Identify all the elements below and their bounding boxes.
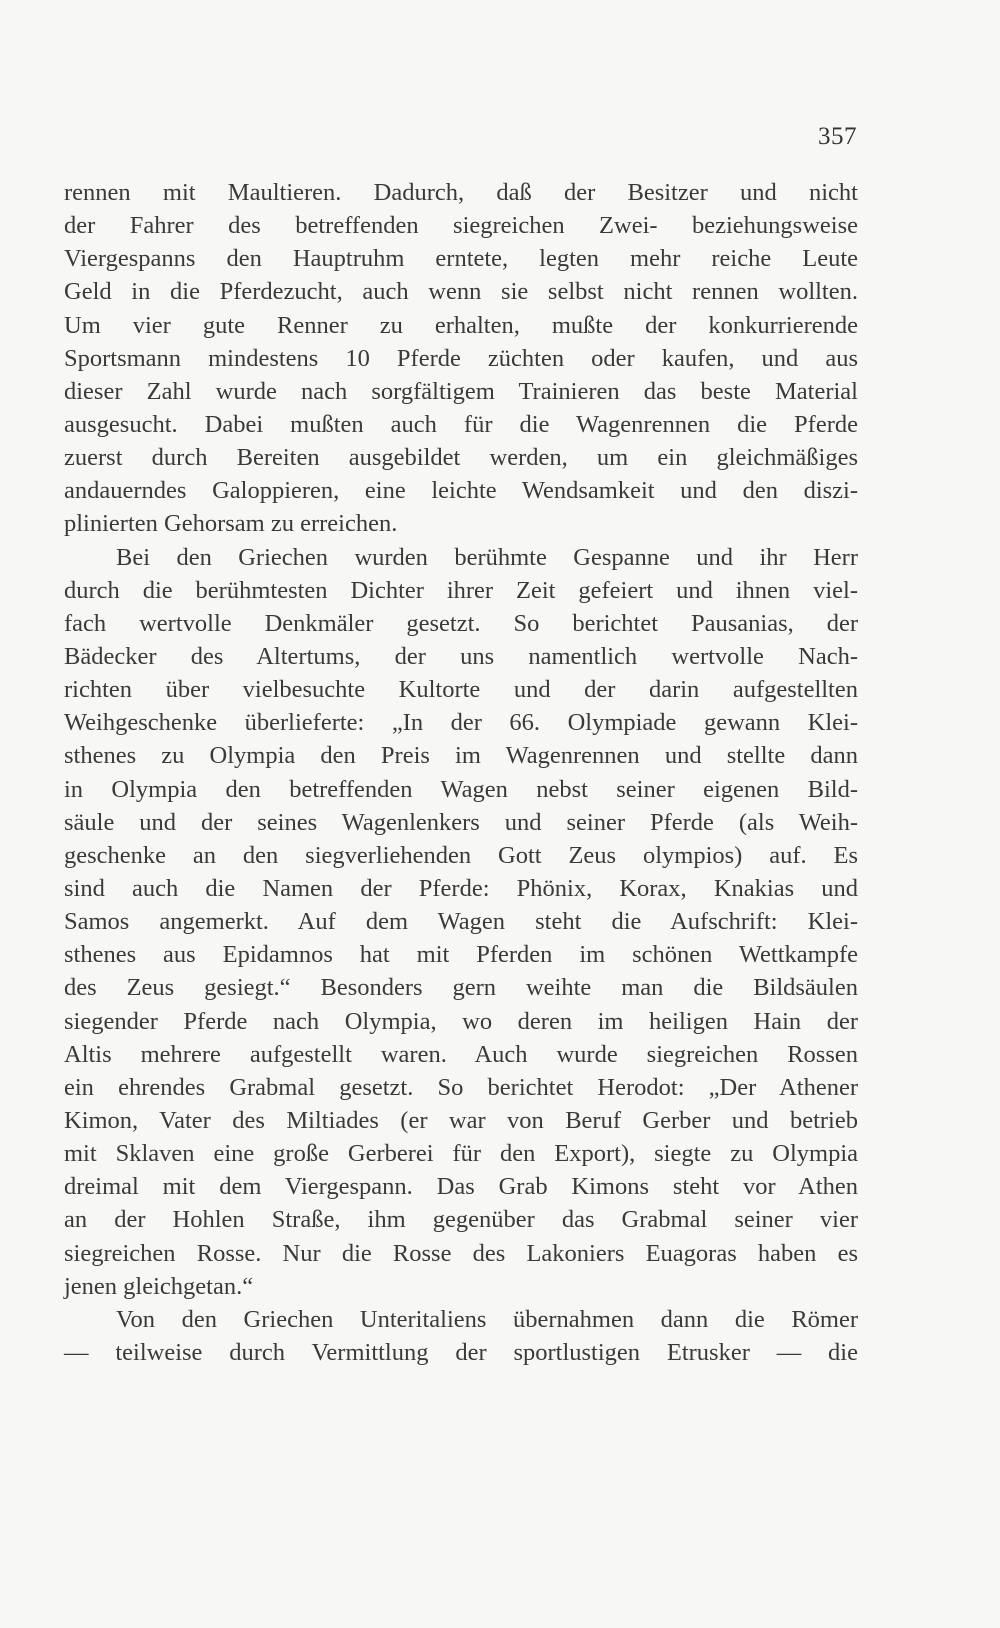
text-line: sind auch die Namen der Pferde: Phönix, Korax, Knakias und <box>64 874 858 902</box>
text-line: Viergespanns den Hauptruhm erntete, legten mehr reiche Leute <box>64 245 858 273</box>
text-line: rennen mit Maultieren. Dadurch, daß der Besitzer und nicht <box>64 179 858 206</box>
text-line: — teilweise durch Vermittlung der sportlustigen Etrusker — die <box>64 1338 858 1366</box>
text-line: siegender Pferde nach Olympia, wo deren im heiligen Hain der <box>64 1007 858 1035</box>
text-line: Altis mehrere aufgestellt waren. Auch wurde siegreichen Rossen <box>64 1040 858 1068</box>
text-line: siegreichen Rosse. Nur die Rosse des Lakoniers Euagoras haben es <box>64 1239 858 1267</box>
text-line: Geld in die Pferdezucht, auch wenn sie selbst nicht rennen wollten. <box>64 278 858 306</box>
text-line: säule und der seines Wagenlenkers und seiner Pferde (als Weih- <box>64 808 858 836</box>
page-number: 357 <box>818 123 857 150</box>
text-line: andauerndes Galoppieren, eine leichte Wendsamkeit und den diszi- <box>64 477 858 505</box>
text-line: jenen gleichgetan.“ <box>64 1272 254 1300</box>
text-line: Von den Griechen Unteritaliens übernahmen dann die Römer <box>116 1305 858 1333</box>
text-line: mit Sklaven eine große Gerberei für den Export), siegte zu Olympia <box>64 1140 858 1168</box>
text-line: in Olympia den betreffenden Wagen nebst seiner eigenen Bild- <box>64 775 858 803</box>
text-line: Sportsmann mindestens 10 Pferde züchten oder kaufen, und aus <box>64 344 858 372</box>
text-line: des Zeus gesiegt.“ Besonders gern weihte man die Bildsäulen <box>64 974 858 1002</box>
text-line: geschenke an den siegverliehenden Gott Zeus olympios) auf. Es <box>64 841 858 869</box>
text-line: zuerst durch Bereiten ausgebildet werden, um ein gleichmäßiges <box>64 444 858 472</box>
text-line: Um vier gute Renner zu erhalten, mußte der konkurrierende <box>64 311 858 339</box>
text-line: sthenes zu Olympia den Preis im Wagenrennen und stellte dann <box>64 742 858 770</box>
text-line: Kimon, Vater des Miltiades (er war von Beruf Gerber und betrieb <box>64 1106 858 1134</box>
text-line: Bädecker des Altertums, der uns namentlich wertvolle Nach- <box>64 642 858 670</box>
text-line: durch die berühmtesten Dichter ihrer Zeit gefeiert und ihnen viel- <box>64 576 858 604</box>
text-line: sthenes aus Epidamnos hat mit Pferden im schönen Wettkampfe <box>64 941 858 969</box>
text-line: dieser Zahl wurde nach sorgfältigem Trainieren das beste Material <box>64 377 858 405</box>
text-line: Weihgeschenke überlieferte: „In der 66. Olympiade gewann Klei- <box>64 709 858 737</box>
text-line: dreimal mit dem Viergespann. Das Grab Kimons steht vor Athen <box>64 1173 858 1201</box>
body-text <box>64 176 858 1369</box>
text-line: Samos angemerkt. Auf dem Wagen steht die Aufschrift: Klei- <box>64 908 858 936</box>
text-line: richten über vielbesuchte Kultorte und der darin aufgestellten <box>64 676 858 704</box>
text-line: ein ehrendes Grabmal gesetzt. So berichtet Herodot: „Der Athener <box>64 1073 858 1101</box>
text-line: Bei den Griechen wurden berühmte Gespanne und ihr Herr <box>116 543 858 571</box>
text-line: ausgesucht. Dabei mußten auch für die Wagenrennen die Pferde <box>64 410 858 438</box>
text-line: an der Hohlen Straße, ihm gegenüber das Grabmal seiner vier <box>64 1206 858 1234</box>
text-line: plinierten Gehorsam zu erreichen. <box>64 510 398 538</box>
text-line: der Fahrer des betreffenden siegreichen Zwei- beziehungsweise <box>64 212 858 240</box>
text-line: fach wertvolle Denkmäler gesetzt. So berichtet Pausanias, der <box>64 609 858 637</box>
